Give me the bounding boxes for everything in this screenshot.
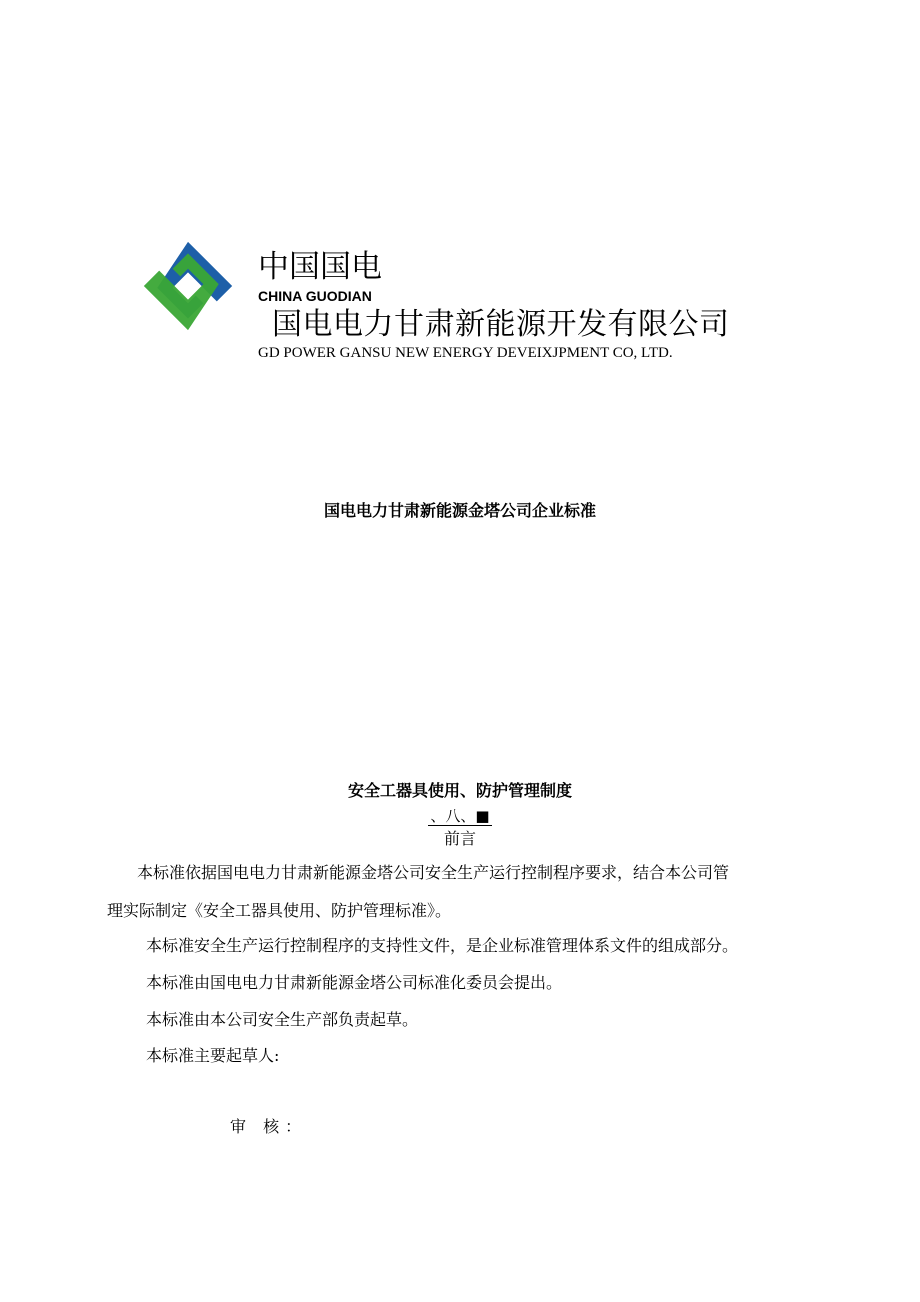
guodian-logo-icon	[140, 238, 236, 334]
paragraph-drafted-by: 本标准由本公司安全生产部负责起草。	[146, 1010, 419, 1029]
paragraph-main-drafters: 本标准主要起草人:	[146, 1046, 280, 1065]
standard-subtitle-text: 、八、■	[430, 807, 490, 825]
brand-name-en: CHINA GUODIAN	[258, 288, 372, 304]
paragraph-proposed-by: 本标准由国电电力甘肃新能源金塔公司标准化委员会提出。	[146, 973, 563, 992]
preface-heading: 前言	[443, 829, 476, 848]
paragraph-basis: 本标准依据国电电力甘肃新能源金塔公司安全生产运行控制程序要求，结合本公司管	[137, 863, 730, 882]
paragraph-supporting-file: 本标准安全生产运行控制程序的支持性文件，是企业标准管理体系文件的组成部分。	[146, 936, 739, 955]
review-label: 审 核：	[230, 1117, 308, 1136]
company-name-en: GD POWER GANSU NEW ENERGY DEVEIXJPMENT CO, LTD.	[258, 345, 673, 361]
company-name-cn: 国电电力甘肃新能源开发有限公司	[272, 307, 730, 342]
standard-title: 安全工器具使用、防护管理制度	[347, 781, 572, 800]
document-title: 国电电力甘肃新能源金塔公司企业标准	[323, 501, 596, 520]
brand-name-cn: 中国国电	[258, 249, 382, 285]
standard-subtitle	[0, 806, 920, 826]
paragraph-basis-continued: 理实际制定《安全工器具使用、防护管理标准》。	[107, 901, 452, 920]
